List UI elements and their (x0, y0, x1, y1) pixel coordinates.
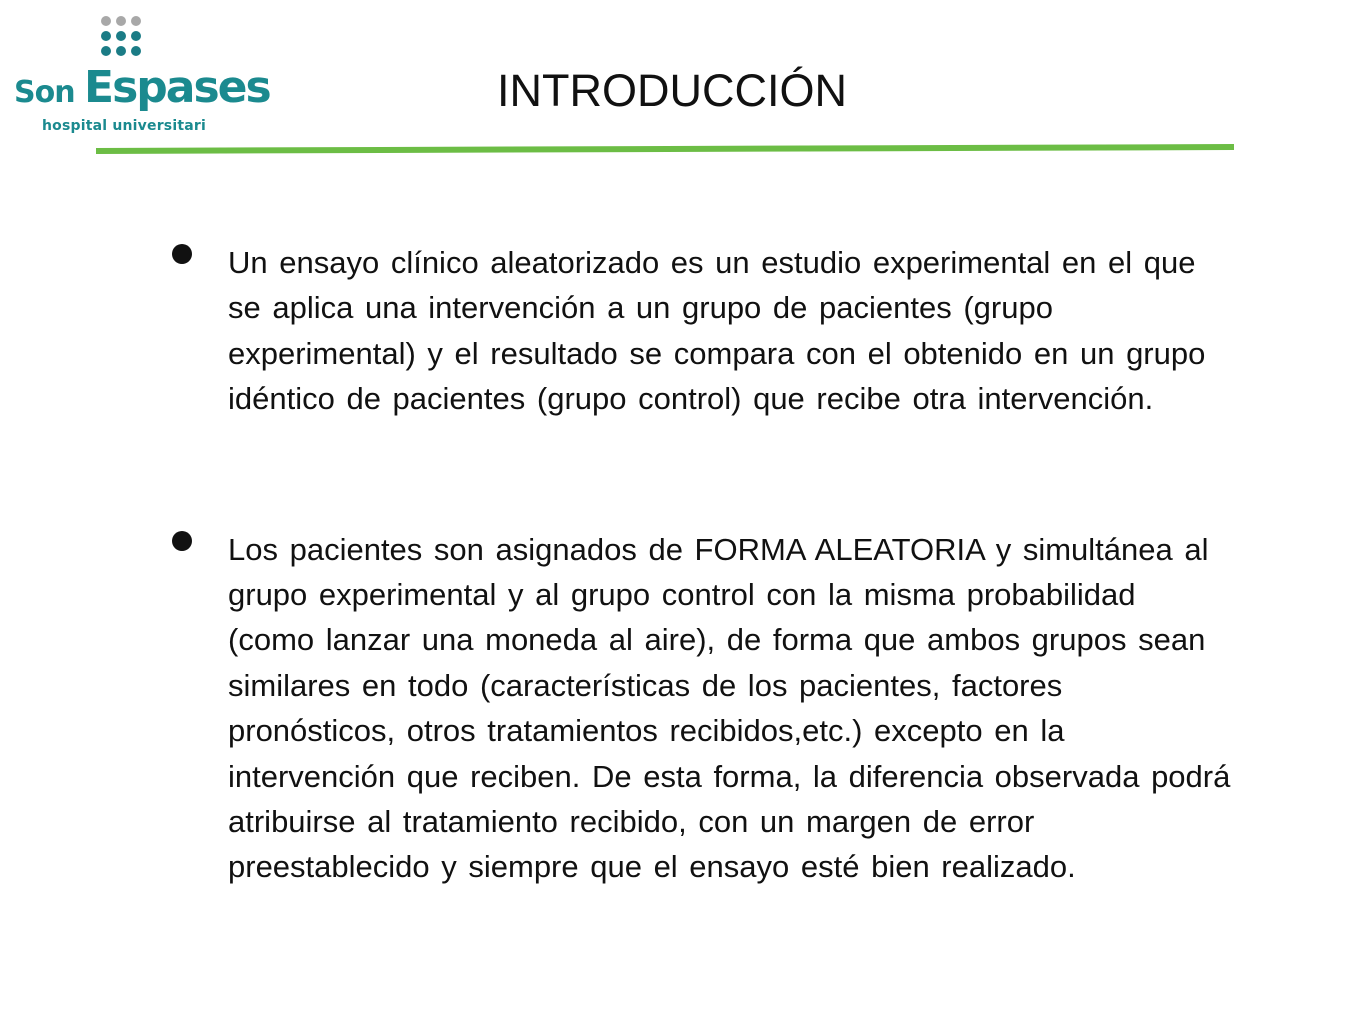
logo-name-espases: Espases (84, 62, 270, 113)
bullet-list (172, 240, 1232, 890)
bullet-item (172, 240, 1232, 422)
bullet-item (172, 527, 1232, 890)
bullet-dot-icon (172, 531, 192, 551)
logo-subtitle: hospital universitari (42, 118, 206, 134)
hospital-logo (10, 12, 270, 137)
logo-name-son: Son (14, 75, 85, 110)
bullet-dot-icon (172, 244, 192, 264)
slide-title: INTRODUCCIÓN (497, 65, 847, 116)
bullet-text: Un ensayo clínico aleatorizado es un estudio experimental en el que se aplica una intervención a un grupo de pacientes (grupo experimental) y el resultado se compara con el obtenido en un grupo idéntico de pacientes (grupo control) que recibe otra intervención. (228, 245, 1206, 417)
bullet-text: Los pacientes son asignados de FORMA ALEATORIA y simultánea al grupo experimental y al grupo control con la misma probabilidad (como lanzar una moneda al aire), de forma que ambos grupos sean similares en todo (características de los pacientes, factores pronósticos, otros tratamientos recibidos,etc.) excepto en la intervención que reciben. De esta forma, la diferencia observada podrá atribuirse al tratamiento recibido, con un margen de error preestablecido y siempre que el ensayo esté bien realizado. (228, 531, 1231, 885)
title-underline (96, 144, 1234, 154)
logo-wordmark (14, 62, 270, 113)
logo-dots-icon (101, 16, 151, 66)
